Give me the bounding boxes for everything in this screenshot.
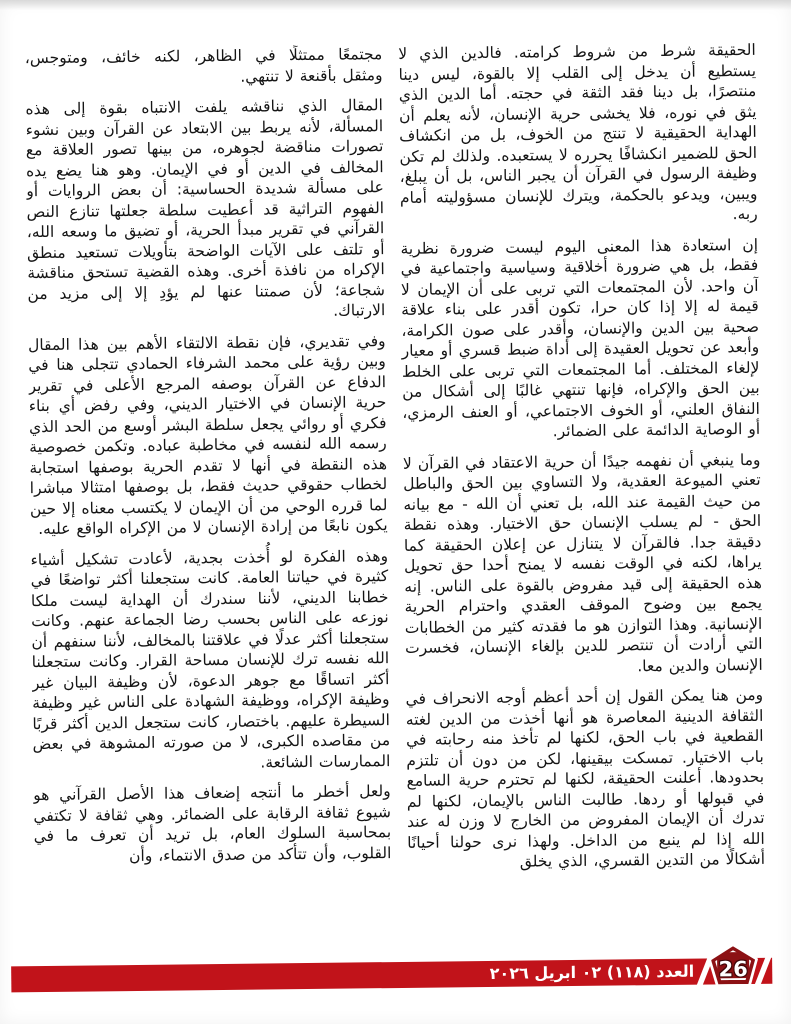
article-paragraph: وما ينبغي أن نفهمه جيدًا أن حرية الاعتقاد في القرآن لا تعني الميوعة العقدية، ولا التساوي بين الحق والباطل من حيث القيمة عند الله، بل تعني أن الله - مع بيانه الحق - لم يسلب الإنسان حق الاختيار. وهذه نقطة دقيقة جدا. فالقرآن لا يتنازل عن إعلان الحقيقة كما يراها، لكنه في الوقت نفسه لا يمنح أحدا حق تحويل هذه الحقيقة إلى قيد مفروض بالقوة على الناس. إنه يجمع بين وضوح الموقف العقدي واحترام الحرية الإنسانية. وهذا التوازن هو ما فقدته كثير من الخطابات التي أرادت أن تنتصر للدين بإلغاء الإنسان، فخسرت الإنسان والدين معا. [402, 450, 763, 675]
article-column-right [398, 40, 766, 942]
issue-date-label: العدد (١١٨) ٠٢ ابريل ٢٠٢٦ [489, 961, 695, 983]
article-column-left [25, 44, 393, 946]
article-paragraph: وهذه الفكرة لو أُخذت بجدية، لأعادت تشكيل أشياء كثيرة في حياتنا العامة. كانت ستجعلنا أكثر تواضعًا في خطابنا الديني، لأننا سندرك أن الهداية ليست ملكا نوزعه على الناس بحسب رضا الجماعة عنهم. وكانت ستجعلنا أكثر عدلًا في علاقتنا بالمخالف، لأننا سنفهم أن الله نفسه ترك للإنسان مساحة القرار. وكانت ستجعلنا أكثر اتساقًا مع جوهر الدعوة، لأن وظيفة البيان غير وظيفة الإكراه، ووظيفة الشهادة على الناس غير وظيفة السيطرة عليهم. باختصار، كانت ستجعل الدين أكثر قربًا من مقاصده الكبرى، لا من صورته المشوهة في بعض الممارسات الشائعة. [30, 546, 391, 772]
page-number-badge [708, 943, 758, 988]
article-body [25, 40, 766, 946]
article-paragraph: مجتمعًا ممتثلًا في الظاهر، لكنه خائف، ومتوجس، ومثقل بأقنعة لا تنتهي. [24, 45, 383, 86]
article-paragraph: وفي تقديري، فإن نقطة الالتقاء الأهم بين هذا المقال وبين رؤية على محمد الشرفاء الحمادي تتجلى هنا في الدفاع عن القرآن بوصفه المرجع الأعلى في تقرير حرية الإنسان في الاختيار الديني، وفي رفض أي بناء فكري أو روائي يجعل سلطة البشر أوسع من الحد الذي رسمه الله لنفسه في مخاطبة عباده. وتكمن خصوصية هذه النقطة في أنها لا تقدم الحرية بوصفها استجابة لخطاب حقوقي حديث فقط، بل بوصفها امتثالا مباشرا لما قرره الوحي من أن الإيمان لا يكتسب معناه إلا حين يكون نابعًا من إرادة الإنسان لا من الإكراه الواقع عليه. [27, 331, 388, 539]
article-paragraph: المقال الذي نناقشه يلفت الانتباه بقوة إلى هذه المسألة، لأنه يربط بين الابتعاد عن القرآن وبين نشوء تصورات مناقضة لجوهره، من بينها تصور العلاقة مع المخالف في الدين أو في الإيمان. وهو هنا يضع يده على مسألة شديدة الحساسية: أن بعض الروايات أو الفهوم التراثية قد أعطيت سلطة جعلتها تنازع النص القرآني في تقرير مبدأ الحرية، أو تضيق ما وسعه الله، أو تلتف على الآيات الواضحة بتأويلات تستعيد منطق الإكراه من نافذة أخرى. وهذه القضية تستحق مناقشة شجاعة؛ لأن صمتنا عنها لم يؤدِ إلا إلى مزيد من الارتباك. [25, 96, 386, 320]
footer-bar [11, 958, 772, 993]
article-paragraph: الحقيقة شرط من شروط كرامته. فالدين الذي لا يستطيع أن يدخل إلى القلب إلا بالقوة، ليس دينا منتصرًا، بل دينا فقد الثقة في حجته. أما الدين الذي يثق في نوره، فلا يخشى حرية الإنسان، لأنه يعلم أن الهداية الحقيقية لا تنتج من الخوف، بل من انكشاف الحق للضمير انكشافًا يحرره لا يستعبده. ولذلك لم تكن وظيفة الرسول في القرآن أن يجبر الناس، بل أن يبلغ، ويبين، ويدعو بالحكمة، ويترك للإنسان مسؤوليته أمام ربه. [398, 40, 758, 224]
article-paragraph: إن استعادة هذا المعنى اليوم ليست ضرورة نظرية فقط، بل هي ضرورة أخلاقية وسياسية واجتماعية في آن واحد. لأن المجتمعات التي تربى على أن الإيمان لا قيمة له إلا إذا كان حرا، تكون أقدر على بناء علاقة صحية بين الدين والإنسان، وأقدر على صون الكرامة، وأبعد عن تحويل العقيدة إلى أداة ضبط قسري أو معيار لإلغاء المختلف. أما المجتمعات التي تربى على الخلط بين الحق والإكراه، فإنها تنتهي غالبًا إلى أشكال من النفاق العلني، أو الخوف الاجتماعي، أو العنف الرمزي، أو الوصاية الدائمة على الضمائر. [400, 235, 761, 441]
article-paragraph: ولعل أخطر ما أنتجه إضعاف هذا الأصل القرآني هو شيوع ثقافة الرقابة على الضمائر. وهي ثقافة لا تكتفي بمحاسبة السلوك العام، بل تريد أن تعرف ما في القلوب، وأن تتأكد من صدق الانتماء، وأن [33, 782, 392, 865]
page-number: 26 [718, 957, 748, 982]
article-paragraph: ومن هنا يمكن القول إن أحد أعظم أوجه الانحراف في الثقافة الدينية المعاصرة هو أنها أخذت من الدين لغته القطعية في باب الحق، لكنها لم تأخذ منه رحابته في باب الاختيار. تمسكت بيقينها، لكن من دون أن تلتزم بحدودها. أعلنت الحقيقة، لكنها لم تحترم حرية السامع في قبولها أو ردها. طالبت الناس بالإيمان، لكنها لم تدرك أن الإيمان المفروض من الخارج لا وزن له عند الله إذا لم ينبع من الداخل. ولهذا نرى حولنا أحيانًا أشكالًا من التدين القسري، الذي يخلق [405, 685, 766, 871]
